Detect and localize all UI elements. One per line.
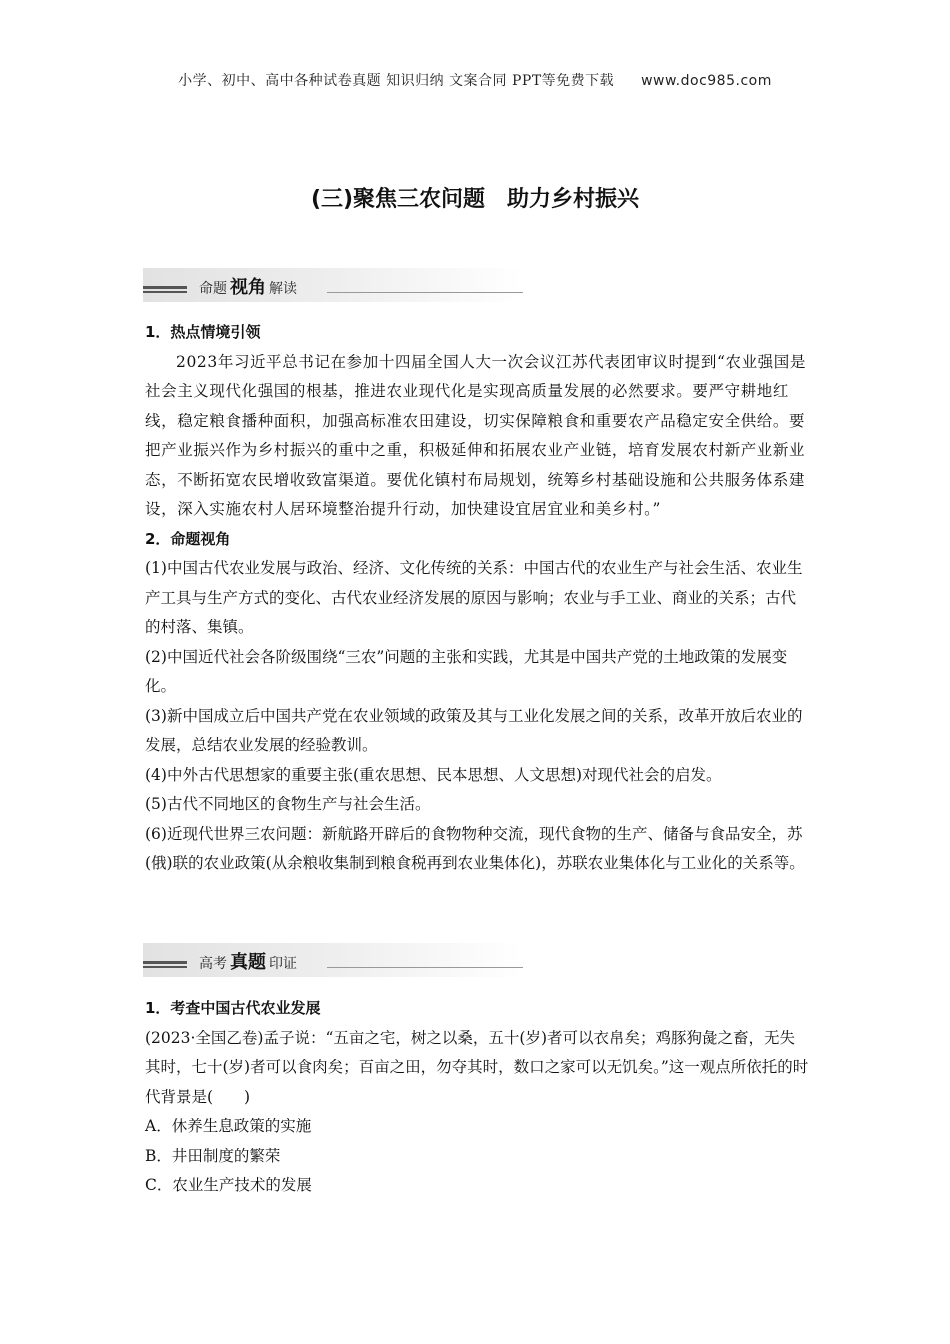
banner-rule	[327, 292, 523, 293]
perspective-point: (5)古代不同地区的食物生产与社会生活。	[145, 795, 431, 813]
answer-option: C．农业生产技术的发展	[145, 1176, 312, 1194]
banner-bar	[143, 291, 187, 293]
banner-bar	[143, 961, 187, 964]
perspective-point: (1)中国古代农业发展与政治、经济、文化传统的关系：中国古代的农业生产与社会生活、农业生产工具与生产方式的变化、古代农业经济发展的原因与影响；农业与手工业、商业的关系；古代的村落、集镇。	[145, 559, 803, 636]
item-heading: 1．热点情境引领	[145, 323, 261, 341]
hot-topic-quote: 2023年习近平总书记在参加十四届全国人大一次会议江苏代表团审议时提到“农业强国是社会主义现代化强国的根基，推进农业现代化是实现高质量发展的必然要求。要严守耕地红线，稳定粮食播种面积，加强高标准农田建设，切实保障粮食和重要农产品稳定安全供给。要把产业振兴作为乡村振兴的重中之重，积极延伸和拓展农业产业链，培育发展农村新产业新业态，不断拓宽农民增收致富渠道。要优化镇村布局规划，统筹乡村基础设施和公共服务体系建设，深入实施农村人居环境整治提升行动，加快建设宜居宜业和美乡村。”	[145, 352, 806, 518]
banner-suffix: 印证	[269, 956, 297, 972]
perspective-point: (6)近现代世界三农问题：新航路开辟后的食物物种交流，现代食物的生产、储备与食品安全，苏(俄)联的农业政策(从余粮收集制到粮食税再到农业集体化)，苏联农业集体化与工业化的关系等。	[145, 824, 805, 872]
banner-rule	[327, 967, 523, 968]
answer-option: A．休养生息政策的实施	[145, 1117, 312, 1135]
item-heading: 2．命题视角	[145, 529, 231, 548]
header-text: 小学、初中、高中各种试卷真题 知识归纳 文案合同 PPT等免费下载	[178, 73, 615, 89]
perspective-point: (2)中国近代社会各阶级围绕“三农”问题的主张和实践，尤其是中国共产党的土地政策的发展变化。	[145, 647, 788, 695]
section1-content	[145, 318, 809, 879]
page-header	[0, 70, 950, 90]
banner-label	[199, 948, 297, 974]
banner-bar	[143, 966, 187, 968]
banner-emphasis: 真题	[230, 952, 266, 973]
item-heading: 1．考查中国古代农业发展	[145, 999, 321, 1017]
section-banner-view	[143, 268, 523, 302]
banner-prefix: 命题	[199, 281, 227, 297]
answer-option: B．井田制度的繁荣	[145, 1146, 281, 1165]
banner-suffix: 解读	[269, 281, 297, 297]
page-title: (三)聚焦三农问题 助力乡村振兴	[310, 187, 640, 212]
exam-question: (2023·全国乙卷)孟子说：“五亩之宅，树之以桑，五十(岁)者可以衣帛矣；鸡豚狗彘之畜，无失其时，七十(岁)者可以食肉矣；百亩之田，勿夺其时，数口之家可以无饥矣。”这一观点所依托的时代背景是( )	[145, 1028, 809, 1106]
section2-content	[145, 994, 809, 1201]
perspective-point: (3)新中国成立后中国共产党在农业领域的政策及其与工业化发展之间的关系，改革开放后农业的发展，总结农业发展的经验教训。	[145, 706, 803, 754]
banner-bar	[143, 286, 187, 289]
header-url[interactable]: www.doc985.com	[641, 73, 772, 89]
perspective-point: (4)中外古代思想家的重要主张(重农思想、民本思想、人文思想)对现代社会的启发。	[145, 765, 722, 784]
banner-label	[199, 273, 297, 299]
banner-emphasis: 视角	[230, 277, 266, 298]
banner-prefix: 高考	[199, 956, 227, 972]
section-banner-exam	[143, 943, 523, 977]
